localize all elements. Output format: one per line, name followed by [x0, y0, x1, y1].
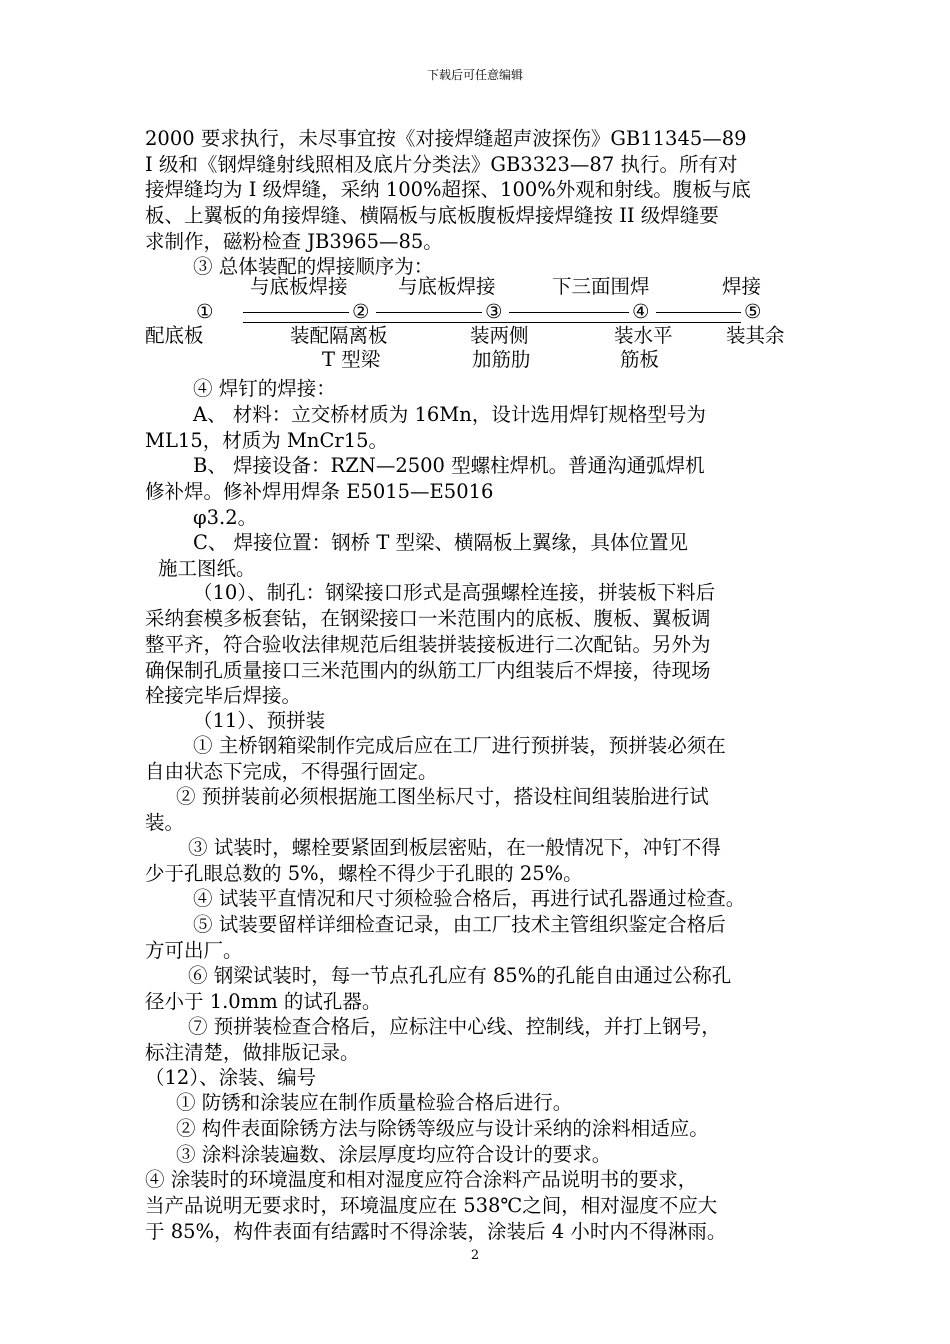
text-line: ① 主桥钢箱梁制作完成后应在工厂进行预拼装，预拼装必须在	[193, 734, 726, 757]
sequence-below-label: 加筋肋	[472, 348, 531, 371]
sequence-below-label: 装其余	[726, 324, 785, 347]
sequence-below-label: 装水平	[614, 324, 673, 347]
text-line: ⑦ 预拼装检查合格后，应标注中心线、控制线，并打上钢号，	[188, 1015, 721, 1038]
text-line: 当产品说明无要求时，环境温度应在 538℃之间，相对湿度不应大	[145, 1194, 718, 1217]
sequence-arrow-line	[509, 312, 629, 313]
sequence-base-line	[243, 322, 741, 323]
text-line: 求制作，磁粉检查 JB3965—85。	[145, 230, 443, 253]
text-line: ② 预拼装前必须根据施工图坐标尺寸，搭设柱间组装胎进行试	[176, 785, 709, 808]
text-line: 施工图纸。	[158, 557, 256, 580]
page-header: 下载后可任意编辑	[426, 68, 523, 82]
text-line: φ3.2。	[193, 506, 258, 529]
sequence-below-label: T 型梁	[322, 348, 381, 371]
text-line: 栓接完毕后焊接。	[145, 684, 302, 707]
text-line: ④ 焊钉的焊接：	[193, 377, 336, 400]
sequence-above-label: 焊接	[722, 275, 762, 298]
text-line: 标注清楚，做排版记录。	[145, 1041, 360, 1064]
text-line: B、 焊接设备：RZN—2500 型螺柱焊机。普通沟通弧焊机	[193, 454, 705, 477]
sequence-below-label: 配底板	[145, 324, 204, 347]
sequence-below-label: 筋板	[620, 348, 660, 371]
sequence-step: ②	[352, 300, 370, 323]
text-line: 径小于 1.0mm 的试孔器。	[145, 990, 382, 1013]
text-line: ML15，材质为 MnCr15。	[145, 429, 389, 452]
sequence-below-label: 装配隔离板	[290, 324, 388, 347]
text-line: A、 材料：立交桥材质为 16Mn，设计选用焊钉规格型号为	[193, 403, 706, 426]
text-line: 2000 要求执行，未尽事宜按《对接焊缝超声波探伤》GB11345—89	[145, 127, 747, 150]
text-line: （10）、制孔：钢梁接口形式是高强螺栓连接，拼装板下料后	[193, 581, 716, 604]
sequence-arrow-line	[656, 312, 741, 313]
text-line: ③ 涂料涂装遍数、涂层厚度均应符合设计的要求。	[176, 1143, 612, 1166]
text-line: （12）、涂装、编号	[145, 1066, 317, 1089]
text-line: 方可出厂。	[145, 939, 243, 962]
sequence-step: ③	[485, 300, 503, 323]
text-line: 接焊缝均为 I 级焊缝，采纳 100%超探、100%外观和射线。腹板与底	[145, 178, 751, 201]
sequence-step: ⑤	[744, 300, 762, 323]
text-line: ⑤ 试装要留样详细检查记录，由工厂技术主管组织鉴定合格后	[193, 913, 726, 936]
text-line: 确保制孔质量接口三米范围内的纵筋工厂内组装后不焊接，待现场	[145, 659, 711, 682]
text-line: ⑥ 钢梁试装时，每一节点孔孔应有 85%的孔能自由通过公称孔	[188, 964, 732, 987]
text-line: 装。	[145, 811, 185, 834]
text-line: 采纳套模多板套钻，在钢梁接口一米范围内的底板、腹板、翼板调	[145, 607, 711, 630]
sequence-above-label: 下三面围焊	[552, 275, 650, 298]
text-line: ① 防锈和涂装应在制作质量检验合格后进行。	[176, 1091, 573, 1114]
text-line: ④ 涂装时的环境温度和相对湿度应符合涂料产品说明书的要求，	[145, 1168, 698, 1191]
text-line: ③ 试装时，螺栓要紧固到板层密贴，在一般情况下，冲钉不得	[188, 836, 721, 859]
text-line: 修补焊。修补焊用焊条 E5015—E5016	[145, 480, 494, 503]
text-line: ③ 总体装配的焊接顺序为：	[193, 255, 434, 278]
sequence-above-label: 与底板焊接	[398, 275, 496, 298]
sequence-step: ④	[632, 300, 650, 323]
text-line: 整平齐，符合验收法律规范后组装拼装接板进行二次配钻。另外为	[145, 633, 711, 656]
text-line: C、 焊接位置：钢桥 T 型梁、横隔板上翼缘，具体位置见	[193, 531, 689, 554]
text-line: 于 85%，构件表面有结露时不得涂装，涂装后 4 小时内不得淋雨。	[145, 1220, 727, 1243]
page-number: 2	[470, 1248, 480, 1263]
text-line: ② 构件表面除锈方法与除锈等级应与设计采纳的涂料相适应。	[176, 1117, 709, 1140]
sequence-below-label: 装两侧	[470, 324, 529, 347]
sequence-step: ①	[196, 300, 214, 323]
text-line: 少于孔眼总数的 5%，螺栓不得少于孔眼的 25%。	[145, 862, 583, 885]
sequence-above-label: 与底板焊接	[250, 275, 348, 298]
text-line: （11）、预拼装	[193, 709, 326, 732]
text-line: ④ 试装平直情况和尺寸须检验合格后，再进行试孔器通过检查。	[193, 887, 746, 910]
sequence-arrow-line	[243, 312, 349, 313]
text-line: 板、上翼板的角接焊缝、横隔板与底板腹板焊接焊缝按 II 级焊缝要	[145, 204, 719, 227]
text-line: 自由状态下完成，不得强行固定。	[145, 760, 438, 783]
text-line: I 级和《钢焊缝射线照相及底片分类法》GB3323—87 执行。所有对	[145, 153, 738, 176]
sequence-arrow-line	[376, 312, 482, 313]
